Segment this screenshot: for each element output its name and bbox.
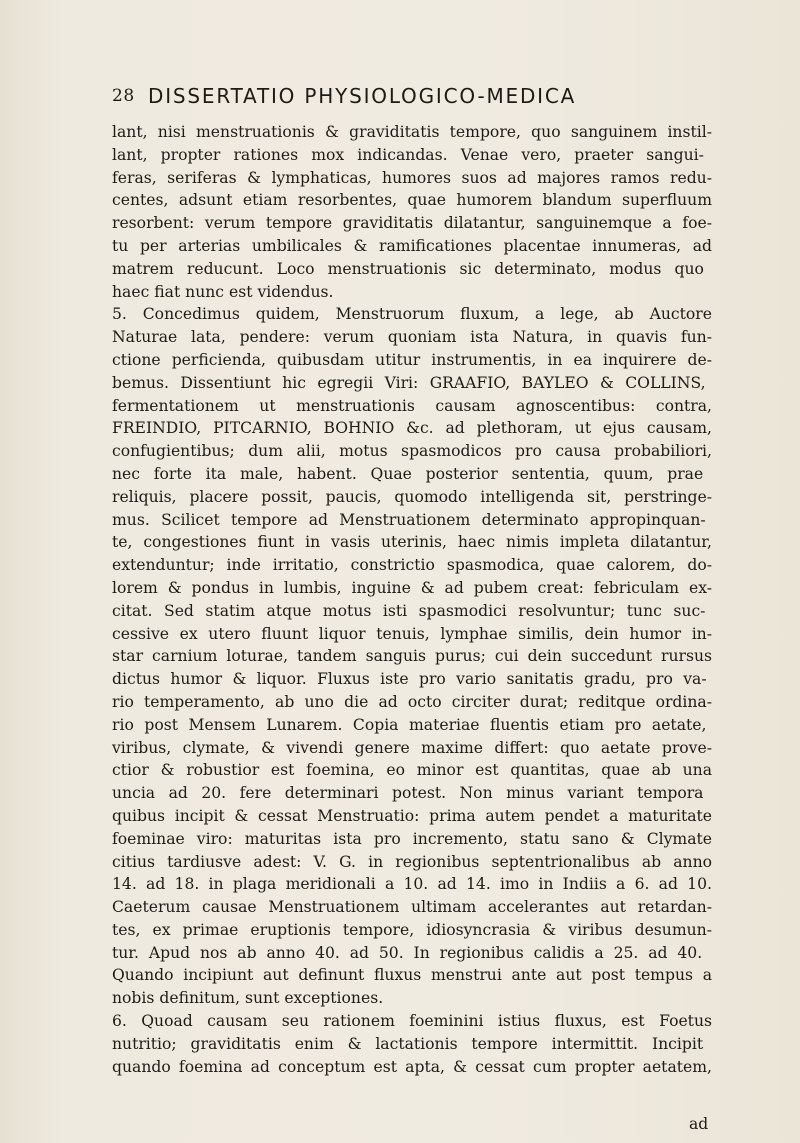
text-line: nec forte ita male, habent. Quae posterior sententia, quum, prae <box>112 464 704 483</box>
text-line: nutritio; graviditatis enim & lactationis tempore intermittit. Incipit <box>112 1034 704 1053</box>
text-line: bemus. Dissentiunt hic egregii Viri: GRAAFIO, BAYLEO & COLLINS, <box>112 373 706 392</box>
text-line: foeminae viro: maturitas ista pro incremento, statu sano & Clymate <box>112 829 712 848</box>
text-line: haec fiat nunc est videndus. <box>112 282 334 301</box>
text-line: lorem & pondus in lumbis, inguine & ad pubem creat: febriculam ex- <box>112 578 712 597</box>
text-line: matrem reducunt. Loco menstruationis sic determinato, modus quo <box>112 259 704 278</box>
text-line: cessive ex utero fluunt liquor tenuis, lymphae similis, dein humor in- <box>112 624 712 643</box>
text-line: viribus, clymate, & vivendi genere maxime differt: quo aetate prove- <box>112 738 712 757</box>
text-line: dictus humor & liquor. Fluxus iste pro vario sanitatis gradu, pro va- <box>112 670 707 689</box>
text-line: Caeterum causae Menstruationem ultimam accelerantes aut retardan- <box>112 898 712 917</box>
text-line: Naturae lata, pendere: verum quoniam ista Natura, in quavis fun- <box>112 328 712 347</box>
text-line: fermentationem ut menstruationis causam agnoscentibus: contra, <box>112 396 712 415</box>
text-line: centes, adsunt etiam resorbentes, quae humorem blandum superfluum <box>112 191 712 210</box>
text-line: citat. Sed statim atque motus isti spasmodici resolvuntur; tunc suc- <box>112 601 706 620</box>
text-line: mus. Scilicet tempore ad Menstruationem determinato appropinquan- <box>112 510 706 529</box>
text-line: star carnium loturae, tandem sanguis purus; cui dein succedunt rursus <box>112 647 712 666</box>
text-line: confugientibus; dum alii, motus spasmodicos pro causa probabiliori, <box>112 442 712 461</box>
text-line: tur. Apud nos ab anno 40. ad 50. In regionibus calidis a 25. ad 40. <box>112 943 703 962</box>
text-line: uncia ad 20. fere determinari potest. Non minus variant tempora <box>112 784 704 803</box>
text-line: 14. ad 18. in plaga meridionali a 10. ad 14. imo in Indiis a 6. ad 10. <box>112 875 712 894</box>
text-line: tes, ex primae eruptionis tempore, idiosyncrasia & viribus desumun- <box>112 920 712 939</box>
running-head: DISSERTATIO PHYSIOLOGICO-MEDICA <box>148 84 577 108</box>
text-line: rio post Mensem Lunarem. Copia materiae fluentis etiam pro aetate, <box>112 715 707 734</box>
text-line: quando foemina ad conceptum est apta, & cessat cum propter aetatem, <box>112 1057 712 1076</box>
page-header <box>112 84 682 114</box>
text-line: citius tardiusve adest: V. G. in regionibus septentrionalibus ab anno <box>112 852 712 871</box>
text-line: nobis definitum, sunt exceptiones. <box>112 989 384 1008</box>
text-line: ctior & robustior est foemina, eo minor est quantitas, quae ab una <box>112 761 712 780</box>
text-line: reliquis, placere possit, paucis, quomodo intelligenda sit, perstringe- <box>112 487 712 506</box>
text-line: quibus incipit & cessat Menstruatio: prima autem pendet a maturitate <box>112 806 712 825</box>
text-line: Quando incipiunt aut definunt fluxus menstrui ante aut post tempus a <box>112 966 712 985</box>
body-text <box>112 121 712 1078</box>
text-line: ctione perficienda, quibusdam utitur instrumentis, in ea inquirere de- <box>112 350 712 369</box>
text-line: lant, nisi menstruationis & graviditatis tempore, quo sanguinem instil- <box>112 123 712 141</box>
text-line: extenduntur; inde irritatio, constrictio spasmodica, quae calorem, do- <box>112 556 712 575</box>
catchword: ad <box>689 1115 709 1133</box>
text-line: lant, propter rationes mox indicandas. Venae vero, praeter sangui- <box>112 145 704 164</box>
text-line: 5. Concedimus quidem, Menstruorum fluxum, a lege, ab Auctore <box>112 305 712 324</box>
page-number: 28 <box>112 86 135 106</box>
text-line: feras, seriferas & lymphaticas, humores suos ad majores ramos redu- <box>112 168 712 187</box>
text-line: tu per arterias umbilicales & ramificationes placentae innumeras, ad <box>112 236 712 255</box>
text-line: FREINDIO, PITCARNIO, BOHNIO &c. ad plethoram, ut ejus causam, <box>112 419 712 438</box>
text-line: rio temperamento, ab uno die ad octo circiter durat; reditque ordina- <box>112 692 712 711</box>
text-line: te, congestiones fiunt in vasis uterinis, haec nimis impleta dilatantur, <box>112 533 712 552</box>
text-line: 6. Quoad causam seu rationem foeminini istius fluxus, est Foetus <box>112 1012 712 1031</box>
text-line: resorbent: verum tempore graviditatis dilatantur, sanguinemque a foe- <box>112 214 712 233</box>
